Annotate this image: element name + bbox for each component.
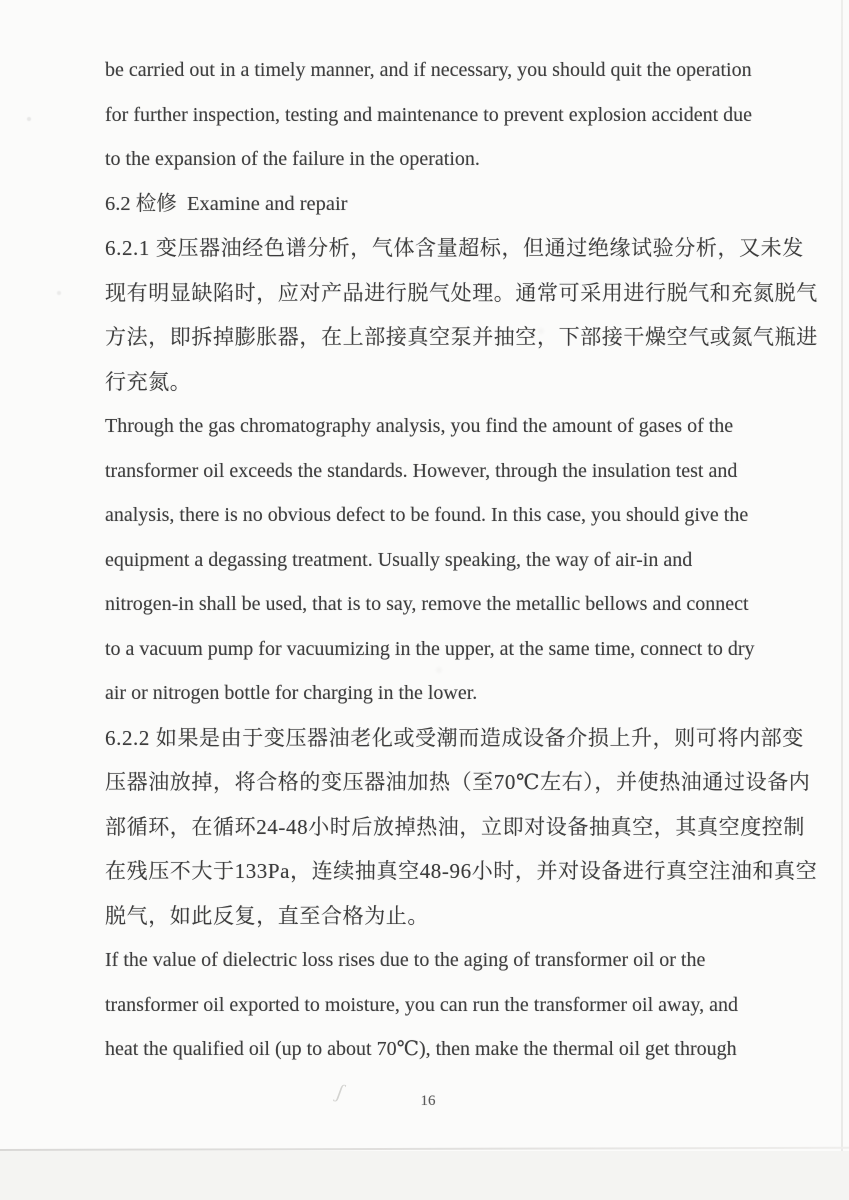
text-line: air or nitrogen bottle for charging in the lower. [105, 682, 478, 704]
text-line: 6.2.2 如果是由于变压器油老化或受潮而造成设备介损上升，则可将内部变 [105, 725, 804, 750]
text-line: 在残压不大于133Pa，连续抽真空48-96小时，并对设备进行真空注油和真空 [105, 859, 818, 883]
faint-pen-mark: ʃ [335, 1080, 345, 1104]
text-line: 压器油放掉，将合格的变压器油加热（至70℃左右），并使热油通过设备内 [105, 770, 811, 794]
scan-right-edge [841, 0, 843, 1153]
text-line: 方法，即拆掉膨胀器，在上部接真空泵并抽空，下部接干燥空气或氮气瓶进 [105, 325, 818, 349]
text-line: 部循环，在循环24-48小时后放掉热油，立即对设备抽真空，其真空度控制 [105, 814, 805, 839]
text-line: to a vacuum pump for vacuumizing in the upper, at the same time, connect to dry [105, 637, 755, 660]
text-line: 行充氮。 [105, 369, 192, 394]
text-line: analysis, there is no obvious defect to be found. In this case, you should give the [105, 504, 749, 526]
scan-bottom-strip [0, 1151, 849, 1200]
text-line: 6.2.1 变压器油经色谱分析，气体含量超标，但通过绝缘试验分析，又未发 [105, 236, 804, 260]
text-line: to the expansion of the failure in the operation. [105, 148, 480, 170]
text-line: heat the qualified oil (up to about 70℃), then make the thermal oil get through [105, 1038, 737, 1060]
text-line: equipment a degassing treatment. Usually speaking, the way of air-in and [105, 548, 693, 571]
section-heading: 6.2 检修 Examine and repair [105, 192, 348, 215]
text-line: be carried out in a timely manner, and if necessary, you should quit the operation [105, 59, 752, 81]
text-line: nitrogen-in shall be used, that is to say, remove the metallic bellows and connect [105, 593, 749, 615]
text-line: transformer oil exported to moisture, you can run the transformer oil away, and [105, 993, 738, 1016]
text-line: 脱气，如此反复，直至合格为止。 [105, 903, 429, 928]
text-line: for further inspection, testing and maintenance to prevent explosion accident due [105, 103, 753, 126]
text-line: 现有明显缺陷时，应对产品进行脱气处理。通常可采用进行脱气和充氮脱气 [105, 280, 818, 305]
scan-specks [0, 0, 2, 2]
page-number: 16 [420, 1093, 436, 1109]
text-line: Through the gas chromatography analysis, you find the amount of gases of the [105, 415, 734, 437]
text-line: If the value of dielectric loss rises due to the aging of transformer oil or the [105, 949, 706, 971]
text-line: transformer oil exceeds the standards. However, through the insulation test and [105, 459, 738, 482]
document-text-block [105, 48, 818, 1072]
